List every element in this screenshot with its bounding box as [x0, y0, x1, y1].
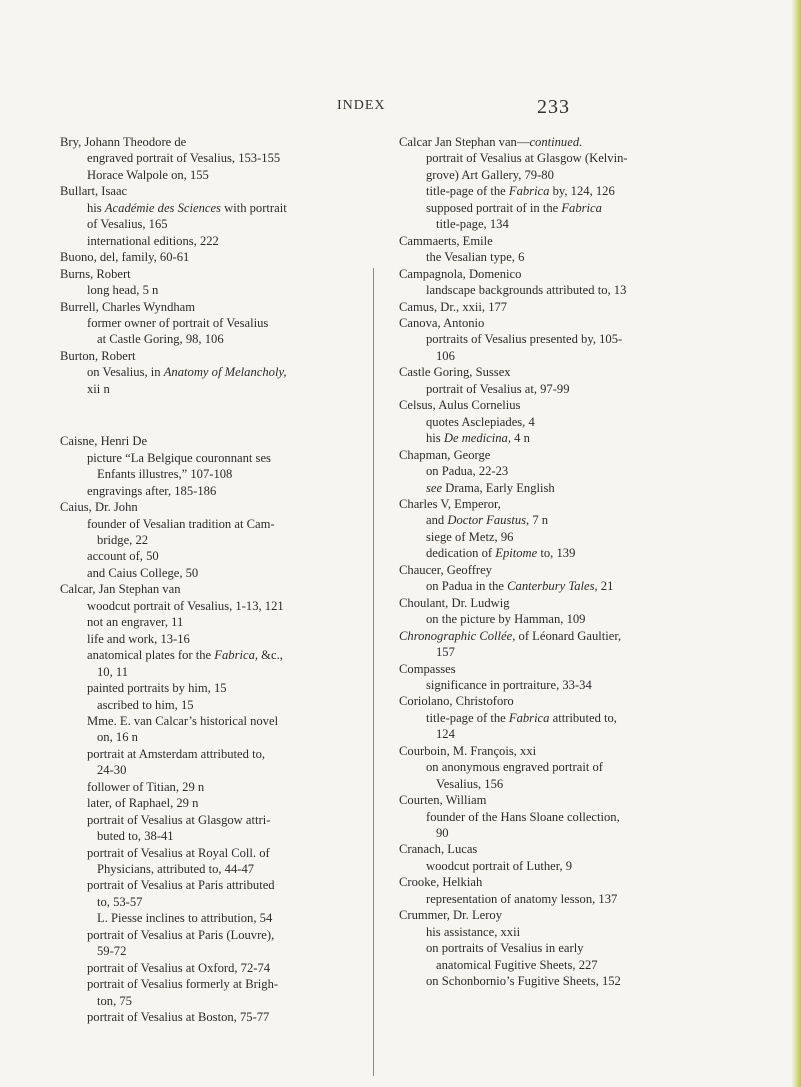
italic-title: Fabrica, — [214, 648, 259, 663]
index-subentry: long head, 5 n — [87, 283, 159, 298]
index-subentry: portrait of Vesalius at Paris attributed — [87, 878, 275, 893]
italic-title: Canterbury Tales, — [507, 579, 598, 594]
index-heading: Bry, Johann Theodore de — [60, 135, 187, 149]
index-heading: Crooke, Helkiah — [399, 875, 483, 890]
index-subentry: xii n — [87, 381, 110, 396]
entry-text: with portrait — [220, 200, 287, 215]
index-subentry — [399, 430, 699, 446]
entry-text: supposed portrait of in the — [426, 200, 562, 215]
entry-text: Drama, Early English — [442, 480, 555, 495]
italic-title: Fabrica — [508, 710, 550, 725]
entry-text: &c., — [258, 648, 283, 663]
index-continuation: bridge, 22 — [97, 532, 149, 547]
index-subentry: portrait of Vesalius at Boston, 75-77 — [87, 1010, 270, 1025]
index-subentry: on Padua, 22-23 — [426, 464, 509, 479]
index-continuation: Physicians, attributed to, 44-47 — [97, 862, 255, 877]
index-subentry — [60, 200, 360, 216]
index-subentry: portrait of Vesalius at Glasgow attri- — [87, 812, 271, 827]
index-heading: Chaucer, Geoffrey — [399, 562, 492, 577]
page-number: 233 — [537, 96, 570, 118]
entry-text: Calcar Jan Stephan van— — [399, 135, 530, 149]
index-continuation: 90 — [436, 826, 449, 841]
index-continuation: Vesalius, 156 — [436, 776, 504, 791]
index-heading: Burton, Robert — [60, 348, 136, 363]
index-heading: Charles V, Emperor, — [399, 496, 501, 511]
entry-text: to, 139 — [537, 546, 576, 561]
index-subentry: the Vesalian type, 6 — [426, 250, 525, 265]
index-heading: Coriolano, Christoforo — [399, 694, 514, 709]
entry-text: his — [426, 431, 444, 446]
page-edge-shadow — [792, 0, 801, 1087]
entry-text: his — [87, 200, 105, 215]
section-gap — [60, 415, 360, 433]
index-subentry: founder of the Hans Sloane collection, — [426, 809, 620, 824]
entry-text: anatomical plates for the — [87, 648, 215, 663]
index-heading: Courboin, M. François, xxi — [399, 743, 537, 758]
index-continuation: 106 — [436, 348, 455, 363]
index-continuation: L. Piesse inclines to attribution, 54 — [97, 911, 273, 926]
index-subentry: portrait of Vesalius at Oxford, 72-74 — [87, 960, 271, 975]
index-continuation: on, 16 n — [97, 730, 138, 745]
index-subentry: portrait of Vesalius at Glasgow (Kelvin- — [426, 151, 628, 166]
index-subentry: Mme. E. van Calcar’s historical novel — [87, 713, 279, 728]
index-subentry: landscape backgrounds attributed to, 13 — [426, 283, 627, 298]
index-heading: Bullart, Isaac — [60, 184, 128, 199]
index-subentry: his assistance, xxii — [426, 924, 521, 939]
index-heading: Burrell, Charles Wyndham — [60, 299, 196, 314]
italic-title: Anatomy of Melancholy, — [163, 365, 287, 380]
index-column-right — [399, 134, 699, 990]
index-subentry: account of, 50 — [87, 549, 159, 564]
index-heading: Crummer, Dr. Leroy — [399, 908, 503, 923]
italic-title: Chronographic Collée, — [399, 628, 516, 643]
index-heading: Campagnola, Domenico — [399, 266, 522, 281]
index-subentry: later, of Raphael, 29 n — [87, 796, 199, 811]
entry-text: on Padua in the — [426, 579, 508, 594]
entry-text: title-page of the — [426, 184, 509, 199]
index-continuation: 59-72 — [97, 944, 127, 959]
index-continuation: 157 — [436, 645, 455, 660]
italic-title: Fabrica — [508, 184, 550, 199]
index-subentry — [399, 480, 699, 496]
index-subentry — [399, 710, 699, 726]
index-subentry: engravings after, 185-186 — [87, 483, 217, 498]
index-subentry: portrait of Vesalius at Paris (Louvre), — [87, 927, 275, 942]
index-subentry: on portraits of Vesalius in early — [426, 941, 584, 956]
index-subentry: international editions, 222 — [87, 233, 219, 248]
page-header — [0, 96, 801, 126]
index-heading — [399, 628, 699, 644]
index-subentry: follower of Titian, 29 n — [87, 779, 205, 794]
italic-title: Doctor Faustus, — [447, 513, 530, 528]
entry-text: 4 n — [511, 431, 530, 446]
index-subentry: painted portraits by him, 15 — [87, 681, 227, 696]
index-subentry — [399, 545, 699, 561]
index-subentry: siege of Metz, 96 — [426, 529, 514, 544]
index-continuation: ascribed to him, 15 — [97, 697, 194, 712]
index-subentry: woodcut portrait of Vesalius, 1-13, 121 — [87, 598, 284, 613]
index-subentry: portrait of Vesalius at Royal Coll. of — [87, 845, 270, 860]
index-heading — [399, 134, 699, 150]
index-heading: Castle Goring, Sussex — [399, 365, 511, 380]
italic-title: continued. — [529, 135, 583, 149]
index-subentry: engraved portrait of Vesalius, 153-155 — [87, 151, 281, 166]
index-continuation: Enfants illustres,” 107-108 — [97, 467, 233, 482]
index-continuation: 124 — [436, 727, 455, 742]
index-heading: Burns, Robert — [60, 266, 131, 281]
index-heading: Cammaerts, Emile — [399, 233, 493, 248]
entry-text: 21 — [597, 579, 614, 594]
index-heading: Courten, William — [399, 793, 487, 808]
index-subentry: and Caius College, 50 — [87, 565, 199, 580]
index-heading: Buono, del, family, 60-61 — [60, 250, 190, 265]
index-heading: Canova, Antonio — [399, 315, 485, 330]
index-subentry: on Schonbornio’s Fugitive Sheets, 152 — [426, 974, 621, 989]
entry-text: title-page of the — [426, 710, 509, 725]
index-continuation: buted to, 38-41 — [97, 829, 174, 844]
index-subentry: portraits of Vesalius presented by, 105- — [426, 332, 623, 347]
entry-text: attributed to, — [549, 710, 617, 725]
index-heading: Camus, Dr., xxii, 177 — [399, 299, 508, 314]
italic-title: Académie des Sciences — [104, 200, 221, 215]
index-heading: Compasses — [399, 661, 456, 676]
entry-text: on Vesalius, in — [87, 365, 164, 380]
index-heading: Caius, Dr. John — [60, 500, 138, 515]
index-subentry — [399, 200, 699, 216]
italic-title: Fabrica — [561, 200, 602, 215]
index-heading: Choulant, Dr. Ludwig — [399, 595, 510, 610]
index-subentry — [399, 512, 699, 528]
index-heading: Celsus, Aulus Cornelius — [399, 398, 521, 413]
entry-text: dedication of — [426, 546, 496, 561]
index-subentry: grove) Art Gallery, 79-80 — [426, 167, 554, 182]
italic-title: De medicina, — [443, 431, 512, 446]
entry-text: 7 n — [529, 513, 549, 528]
index-subentry: on the picture by Hamman, 109 — [426, 612, 586, 627]
index-subentry — [399, 578, 699, 594]
running-head: INDEX — [337, 98, 386, 113]
index-subentry: Horace Walpole on, 155 — [87, 167, 209, 182]
entry-text: by, 124, 126 — [549, 184, 615, 199]
index-continuation: title-page, 134 — [436, 217, 509, 232]
index-subentry: life and work, 13-16 — [87, 631, 190, 646]
index-continuation: 24-30 — [97, 763, 127, 778]
index-continuation: to, 53-57 — [97, 894, 143, 909]
index-subentry — [60, 364, 360, 380]
index-subentry: portrait of Vesalius at, 97-99 — [426, 381, 570, 396]
index-continuation: at Castle Goring, 98, 106 — [97, 332, 224, 347]
index-heading: Cranach, Lucas — [399, 842, 478, 857]
index-heading: Calcar, Jan Stephan van — [60, 582, 181, 597]
index-subentry: portrait at Amsterdam attributed to, — [87, 746, 266, 761]
index-subentry: not an engraver, 11 — [87, 615, 184, 630]
index-subentry: on anonymous engraved portrait of — [426, 760, 603, 775]
index-subentry: significance in portraiture, 33-34 — [426, 677, 592, 692]
entry-text: of Léonard Gaultier, — [515, 628, 622, 643]
italic-title: Epitome — [495, 546, 538, 561]
index-continuation: anatomical Fugitive Sheets, 227 — [436, 957, 598, 972]
index-subentry: quotes Asclepiades, 4 — [426, 414, 535, 429]
index-continuation: 10, 11 — [97, 664, 129, 679]
index-subentry: picture “La Belgique couronnant ses — [87, 450, 271, 465]
index-subentry: portrait of Vesalius formerly at Brigh- — [87, 977, 279, 992]
index-column-left — [60, 134, 360, 1026]
index-subentry — [399, 183, 699, 199]
index-subentry — [60, 647, 360, 663]
index-heading: Caisne, Henri De — [60, 434, 148, 449]
italic-title: see — [426, 480, 443, 495]
index-continuation: ton, 75 — [97, 993, 132, 1008]
index-subentry: of Vesalius, 165 — [87, 217, 168, 232]
entry-text: and — [426, 513, 448, 528]
index-subentry: former owner of portrait of Vesalius — [87, 315, 269, 330]
index-subentry: representation of anatomy lesson, 137 — [426, 891, 618, 906]
index-heading: Chapman, George — [399, 447, 491, 462]
index-subentry: founder of Vesalian tradition at Cam- — [87, 516, 275, 531]
index-subentry: woodcut portrait of Luther, 9 — [426, 858, 573, 873]
column-rule — [373, 268, 374, 1076]
section-gap — [60, 397, 360, 415]
